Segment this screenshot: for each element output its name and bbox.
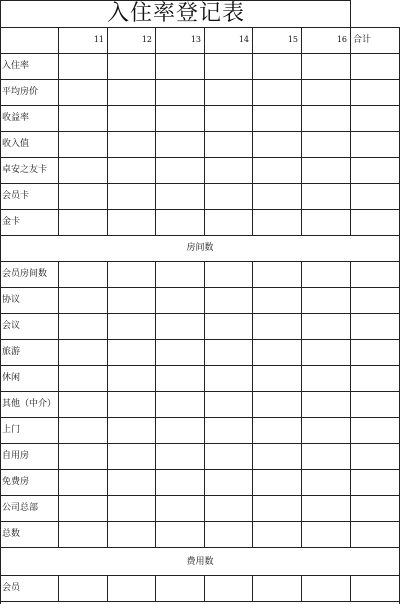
section3-row-border	[0, 601, 400, 602]
section3-col-line	[301, 575, 302, 602]
section2-row-border	[0, 547, 400, 548]
section3-col-line	[58, 575, 59, 602]
section1-row-label: 收益率	[2, 113, 30, 123]
section1-row-border	[0, 157, 400, 158]
column-header-day: 12	[141, 35, 152, 44]
section2-row-label: 休闲	[2, 373, 21, 383]
section1-row-border	[0, 131, 400, 132]
section1-row-border	[0, 209, 400, 210]
header-col-line	[350, 27, 351, 54]
section1-col-line	[204, 53, 205, 236]
section2-col-line	[350, 261, 351, 548]
section2-row-border	[0, 287, 400, 288]
section1-col-line	[58, 53, 59, 236]
section2-row-label: 其他（中介）	[2, 399, 57, 409]
section3-col-line	[155, 575, 156, 602]
column-header-day: 14	[238, 35, 249, 44]
section-fee-count: 费用数	[186, 557, 214, 567]
section1-row-label: 入住率	[2, 61, 30, 71]
section2-header-bottom	[0, 261, 400, 262]
section3-col-line	[107, 575, 108, 602]
section1-col-line	[155, 53, 156, 236]
section2-row-label: 上门	[2, 425, 21, 435]
section2-col-line	[301, 261, 302, 548]
section-room-count: 房间数	[186, 243, 214, 253]
section2-row-label: 旅游	[2, 347, 21, 357]
column-header-day: 15	[287, 35, 298, 44]
section1-col-line	[252, 53, 253, 236]
title-top-border	[0, 0, 351, 1]
section2-row-border	[0, 417, 400, 418]
section2-row-border	[0, 365, 400, 366]
section1-row-border	[0, 105, 400, 106]
total-column-header: 合计	[353, 35, 372, 45]
header-top-border	[0, 27, 400, 28]
section2-col-line	[107, 261, 108, 548]
section1-row-label: 收入值	[2, 139, 30, 149]
section2-row-label: 公司总部	[2, 503, 39, 513]
column-header-day: 13	[190, 35, 201, 44]
section3-row-label: 会员	[2, 583, 21, 593]
section1-col-line	[350, 53, 351, 236]
column-header-day: 11	[93, 35, 104, 44]
sheet-title: 入住率登记表	[106, 1, 245, 26]
title-right-border	[350, 0, 351, 28]
section2-row-border	[0, 313, 400, 314]
section2-col-line	[58, 261, 59, 548]
section2-row-border	[0, 469, 400, 470]
section1-row-label: 金卡	[2, 217, 21, 227]
section3-col-line	[252, 575, 253, 602]
section2-row-border	[0, 339, 400, 340]
section1-row-border	[0, 79, 400, 80]
column-header-day: 16	[336, 35, 347, 44]
section3-header-bottom	[0, 575, 400, 576]
section1-row-label: 平均房价	[2, 87, 39, 97]
section2-row-border	[0, 521, 400, 522]
section2-row-border	[0, 443, 400, 444]
section1-row-label: 卓安之友卡	[2, 165, 48, 175]
section2-row-label: 会议	[2, 321, 21, 331]
section1-col-line	[301, 53, 302, 236]
section3-col-line	[350, 575, 351, 602]
section2-row-label: 协议	[2, 295, 21, 305]
section2-row-label: 自用房	[2, 451, 30, 461]
section2-col-line	[155, 261, 156, 548]
section1-row-border	[0, 183, 400, 184]
section2-row-border	[0, 391, 400, 392]
section2-row-label: 免费房	[2, 477, 30, 487]
left-border	[0, 0, 1, 604]
section2-col-line	[252, 261, 253, 548]
section2-row-label: 会员房间数	[2, 269, 48, 279]
section2-row-border	[0, 495, 400, 496]
section2-row-label: 总数	[2, 529, 21, 539]
section2-col-line	[204, 261, 205, 548]
header-bottom-border	[0, 53, 400, 54]
section3-col-line	[204, 575, 205, 602]
section1-col-line	[107, 53, 108, 236]
section1-row-border	[0, 235, 400, 236]
section1-row-label: 会员卡	[2, 191, 30, 201]
